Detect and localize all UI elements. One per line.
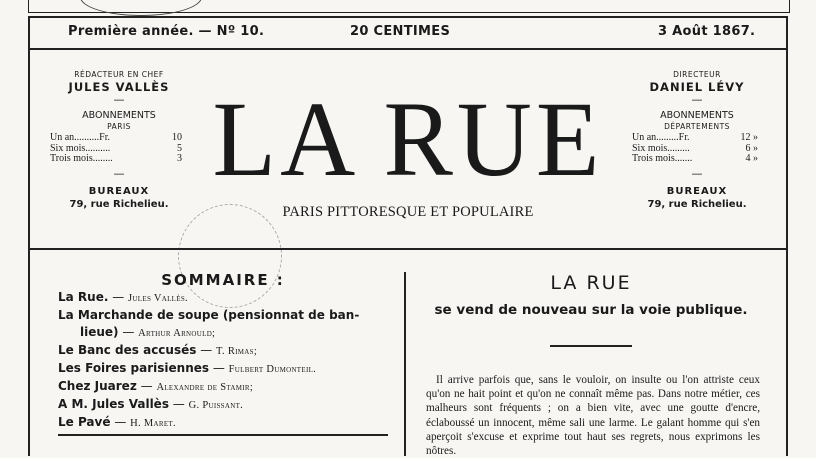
masthead-title: LA RUE (212, 80, 604, 199)
rates-table (632, 133, 758, 165)
offices-title: BUREAUX (666, 185, 728, 197)
dash: — (691, 166, 703, 180)
column-rule (404, 272, 406, 456)
list-item: Le Banc des accusés — T. Rimas; (58, 343, 258, 357)
list-item: Le Pavé — H. Maret. (58, 415, 176, 429)
rates-table (50, 133, 182, 165)
rate-row: Six mois......... 6 » (632, 142, 758, 154)
ink-stamp-top (80, 0, 202, 16)
masthead-subtitle: PARIS PITTORESQUE ET POPULAIRE (282, 204, 534, 220)
rate-row: Trois mois....... 4 » (632, 153, 758, 164)
director-role: DIRECTEUR (673, 70, 721, 79)
issue-date: 3 Août 1867. (658, 24, 756, 39)
offices-title: BUREAUX (88, 185, 150, 197)
office-address: 79, rue Richelieu. (647, 198, 747, 210)
dash: — (113, 166, 125, 180)
article-rule (550, 345, 632, 347)
subscriptions-title: ABONNEMENTS (660, 110, 734, 121)
dash: — (691, 93, 703, 106)
toc-list (58, 289, 388, 432)
list-item-cont: lieue) — Arthur Arnould; (80, 325, 216, 339)
region: DÉPARTEMENTS (664, 122, 730, 131)
region: PARIS (107, 122, 131, 131)
list-item: A M. Jules Vallès — G. Puissant. (58, 397, 244, 411)
subscriptions-title: ABONNEMENTS (82, 110, 156, 121)
issue-bar (30, 18, 786, 50)
toc-rule (58, 434, 388, 436)
rate-row: Trois mois........ 3 (50, 153, 182, 164)
paragraph: Il arrive parfois que, sans le vouloir, on insulte ou l'on attriste ceux qu'on ne hait point et qu'on ne connaît même pas. Dans notre métier, ces malheurs sont fréquents ; on a bien vite, avec une goutte d'encre, éclaboussé un innocent, même sali une larme. Le galant homme qui s'en aperçoit s'excuse et exprime tout haut ses regrets, nous exprimons les nôtres. (426, 374, 760, 458)
article-subtitle: se vend de nouveau sur la voie publique. (434, 302, 748, 318)
article-title: LA RUE (550, 272, 632, 294)
rate-row: Six mois.......... 5 (50, 142, 182, 154)
rate-row: Un an..........Fr. 10 (50, 132, 182, 143)
issue-number: Première année. — Nº 10. (68, 24, 265, 39)
list-item: La Marchande de soupe (pensionnat de ban- (58, 308, 360, 322)
editor-name: JULES VALLÈS (68, 80, 170, 94)
list-item: Les Foires parisiennes — Fulbert Dumonteil. (58, 361, 317, 375)
right-ear (628, 70, 766, 210)
list-item: Chez Juarez — Alexandre de Stamir; (58, 379, 254, 393)
director-name: DANIEL LÉVY (649, 80, 745, 94)
price: 20 CENTIMES (350, 24, 451, 39)
list-item: La Rue. — Jules Vallès. (58, 290, 188, 304)
sommaire-title: SOMMAIRE : (161, 271, 285, 289)
rate-row: Un an.........Fr. 12 » (632, 132, 758, 143)
left-ear (50, 70, 188, 210)
editor-role: RÉDACTEUR EN CHEF (74, 70, 164, 79)
office-address: 79, rue Richelieu. (69, 198, 169, 210)
masthead-rule (30, 248, 786, 250)
article-body (426, 373, 760, 458)
dash: — (113, 93, 125, 106)
